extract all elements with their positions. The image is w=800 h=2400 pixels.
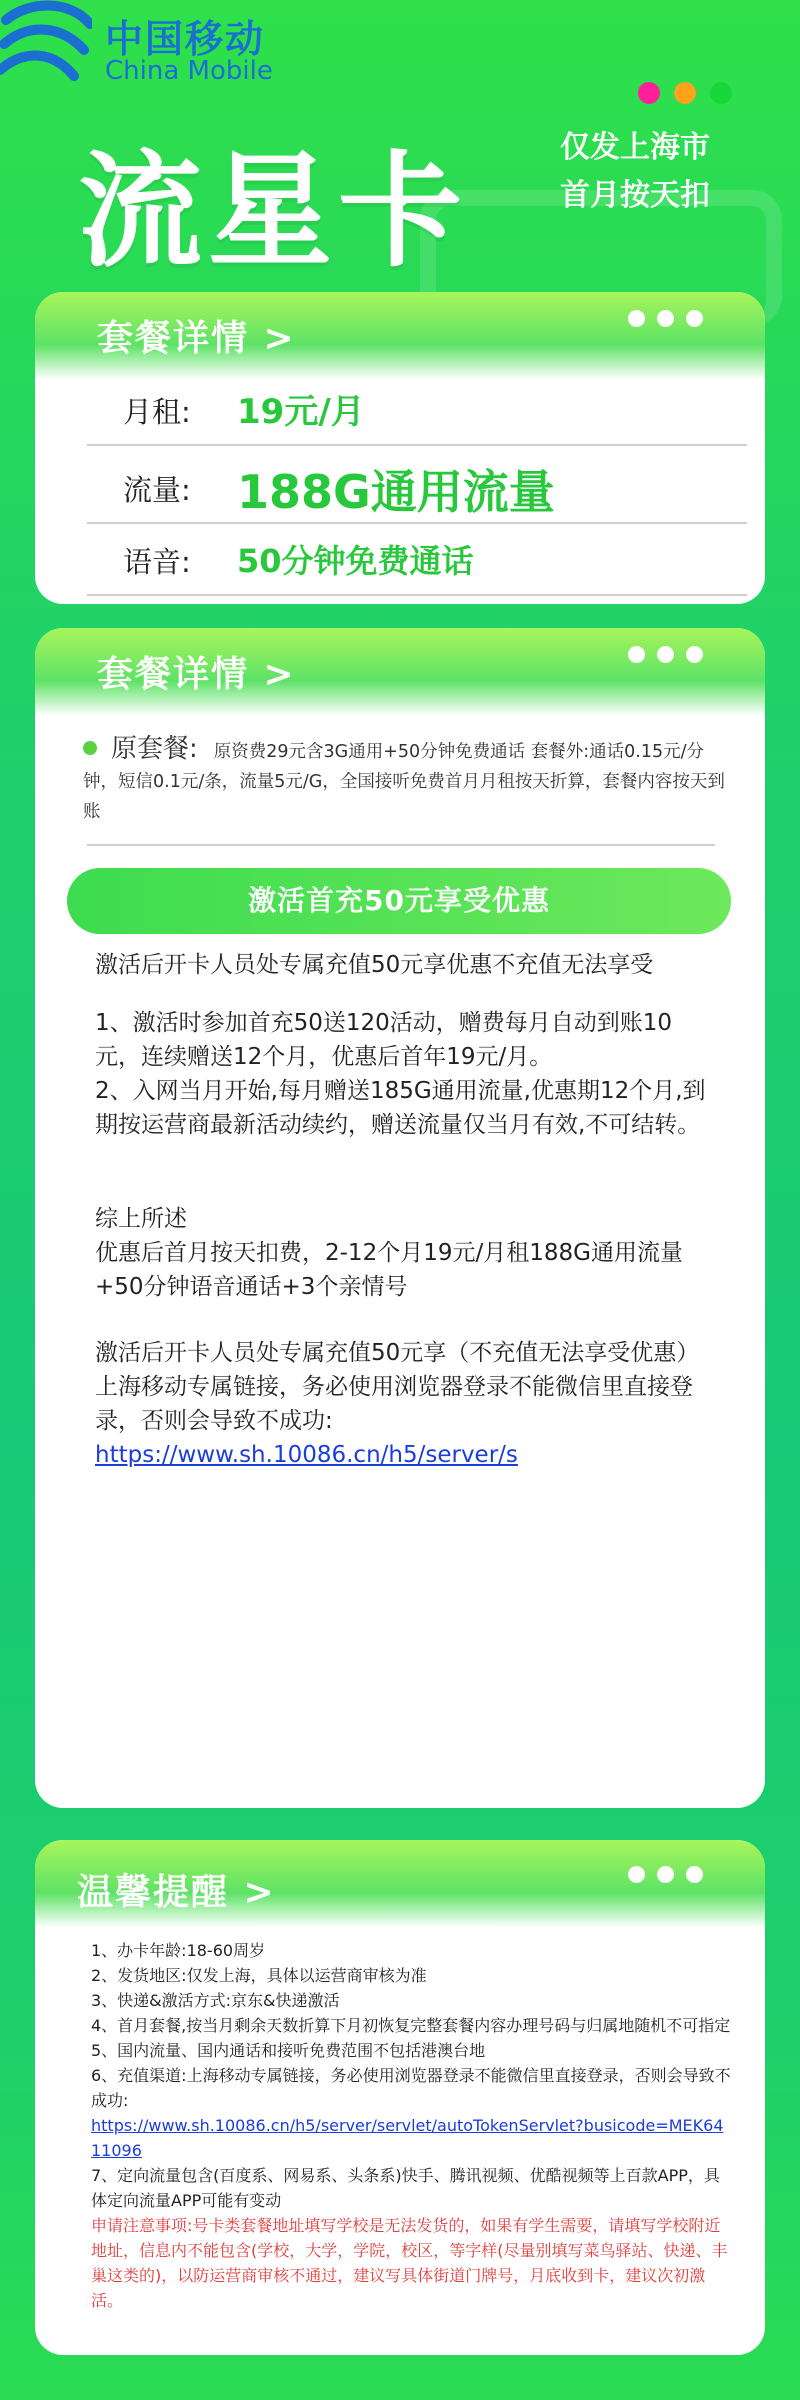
page-title: 流星卡 [78, 140, 469, 284]
dots-icon [628, 646, 703, 663]
tag-daily-deduction: 首月按天扣 [560, 178, 710, 213]
activation-link[interactable]: https://www.sh.10086.cn/h5/server/s [95, 1442, 518, 1468]
card-header [35, 292, 765, 380]
tag-shanghai-only: 仅发上海市 [560, 130, 710, 165]
info-text-3: 2、入网当月开始,每月赠送185G通用流量,优惠期12个月,到期按运营商最新活动续约，赠送流量仅当月有效,不可结转。 [95, 1078, 706, 1138]
row-label: 语音: [123, 545, 191, 579]
row-voice [87, 528, 747, 596]
brand-name-cn: 中国移动 [105, 17, 266, 61]
divider [87, 844, 715, 846]
card-title: 套餐详情 > [97, 654, 296, 695]
list-item: 4、首月套餐,按当月剩余天数折算下月初恢复完整套餐内容办理号码与归属地随机不可指定 [91, 2016, 731, 2035]
promo-banner-text: 激活首充50元享受优惠 [248, 884, 550, 917]
china-mobile-logo-icon [0, 0, 92, 92]
card-header [35, 1840, 765, 1928]
reminder-list [91, 1938, 731, 2313]
card-title: 温馨提醒 > [77, 1872, 276, 1913]
info-text-6: 激活后开卡人员处专属充值50元享（不充值无法享受优惠）上海移动专属链接，务必使用浏览器登录不能微信里直接登录，否则会导致不成功: [95, 1340, 700, 1434]
list-item: 6、充值渠道:上海移动专属链接，务必使用浏览器登录不能微信里直接登录，否则会导致不成功: [91, 2066, 731, 2110]
list-item: 1、办卡年龄:18-60周岁 [91, 1941, 266, 1960]
row-value: 19元/月 [237, 392, 365, 432]
bullet-icon [83, 741, 97, 755]
original-package-text: 原资费29元含3G通用+50分钟免费通话 套餐外:通话0.15元/分钟，短信0.1元/条，流量5元/G，全国接听免费首月月租按天折算，套餐内容按天到账 [83, 742, 725, 822]
package-details-card-2 [35, 628, 765, 1808]
package-details-card [35, 292, 765, 604]
decorative-dots [638, 82, 732, 104]
row-value: 50分钟免费通话 [237, 542, 474, 580]
card-title: 套餐详情 > [97, 318, 296, 359]
dots-icon [628, 1866, 703, 1883]
list-item: 7、定向流量包含(百度系、网易系、头条系)快手、腾讯视频、优酷视频等上百款APP，具体定向流量APP可能有变动 [91, 2166, 720, 2210]
row-monthly-fee [87, 378, 747, 446]
list-item: 5、国内流量、国内通话和接听免费范围不包括港澳台地 [91, 2041, 486, 2060]
info-text-2: 1、激活时参加首充50送120活动，赠费每月自动到账10元，连续赠送12个月，优惠后首年19元/月。 [95, 1010, 673, 1070]
dot-icon [674, 82, 696, 104]
row-value: 188G通用流量 [237, 465, 555, 519]
info-text-4: 综上所述 [95, 1206, 187, 1232]
promo-banner [67, 868, 731, 934]
row-label: 流量: [123, 473, 191, 507]
card-header [35, 628, 765, 716]
dot-icon [710, 82, 732, 104]
original-package-label: 原套餐: [111, 734, 198, 764]
dots-icon [628, 310, 703, 327]
row-label: 月租: [123, 395, 191, 429]
dot-icon [638, 82, 660, 104]
list-item: 3、快递&激活方式:京东&快递激活 [91, 1991, 340, 2010]
recharge-link[interactable]: https://www.sh.10086.cn/h5/server/servlet/autoTokenServlet?busicode=MEK6411096 [91, 2116, 724, 2160]
original-package [83, 728, 733, 827]
reminder-card [35, 1840, 765, 2355]
list-item: 2、发货地区:仅发上海，具体以运营商审核为准 [91, 1966, 427, 1985]
notice-text: 申请注意事项:号卡类套餐地址填写学校是无法发货的，如果有学生需要，请填写学校附近地址，信息内不能包含(学校，大学，学院，校区，等字样(尽量别填写菜鸟驿站、快递、丰巢这类的)，以防运营商审核不通过，建议写具体街道门牌号，月底收到卡，建议次初激活。 [91, 2216, 728, 2310]
info-text-5: 优惠后首月按天扣费，2-12个月19元/月租188G通用流量+50分钟语音通话+3个亲情号 [95, 1240, 683, 1300]
brand-name-en: China Mobile [105, 56, 273, 86]
row-data [87, 452, 747, 524]
info-text-1: 激活后开卡人员处专属充值50元享优惠不充值无法享受 [95, 952, 654, 978]
